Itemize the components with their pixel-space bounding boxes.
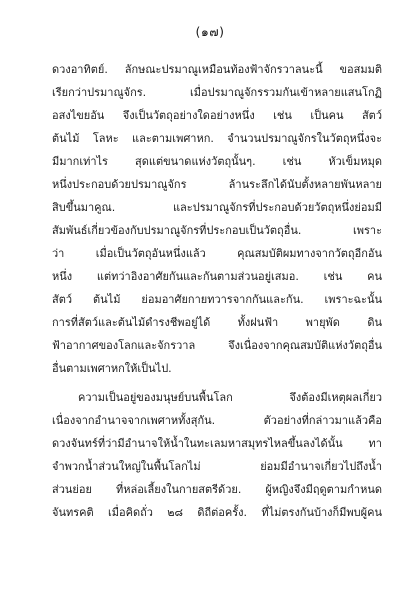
paragraph-2 (52, 386, 382, 524)
text-line: เรียกว่าปรมาณูจักร. เมื่อปรมาณูจักรรวมกันเข้าหลายแสนโกฏิ (52, 86, 382, 99)
text-line: ต้นไม้ โลหะ และตามเพศาหก. จำนวนปรมาณูจักรในวัตถุหนึ่งจะ (52, 132, 382, 145)
text-line: อื่นตามเพศาหกให้เป็นไป. (52, 362, 172, 375)
text-line: ความเป็นอยู่ของมนุษย์บนพื้นโลก จึงต้องมีเหตุผลเกี่ยว (78, 391, 382, 404)
text-line: ดวงจันทร์ที่ว่ามีอำนาจให้น้ำในทะเลมหาสมุทรไหลขึ้นลงได้นั้น ทา (52, 437, 382, 450)
text-line: สัตว์ ต้นไม้ ย่อมอาศัยกายทวารจากกันและกัน. เพราะฉะนั้น (52, 293, 382, 306)
text-line: อสงไขยอัน จึงเป็นวัตถุอย่างใดอย่างหนึ่ง เช่น เป็นคน สัตว์ (52, 109, 382, 122)
paragraph-1 (52, 58, 382, 380)
text-line: ดวงอาทิตย์. ลักษณะปรมาณูเหมือนท้องฟ้าจักรวาลนะนี้ ขอสมมติ (52, 63, 382, 76)
text-line: ว่า เมื่อเป็นวัตถุอันหนึ่งแล้ว คุณสมบัติผมทางจากวัตถุอีกอัน (52, 247, 382, 260)
text-line: สัมพันธ์เกี่ยวข้องกับปรมาณูจักรที่ประกอบเป็นวัตถุอื่น. เพราะ (52, 224, 382, 237)
text-line: หนึ่ง แต่ทว่าอิงอาศัยกันและกันตามส่วนอยู่เสมอ. เช่น คน (52, 270, 382, 283)
text-line: เนื่องจากอำนาจจากเพศาหทั้งสุกัน. ตัวอย่างที่กล่าวมาแล้วคือ (52, 414, 382, 427)
text-line: มีมากเท่าไร สุดแต่ขนาดแห่งวัตถุนั้นๆ. เช่น หัวเข็มหมุด (52, 155, 382, 168)
text-line: ฟ้าอากาศของโลกและจักรวาล จึงเนื่องจากคุณสมบัติแห่งวัตถุอื่น (52, 339, 382, 352)
page-number: (๑๗) (195, 24, 225, 39)
text-line: สิบขึ้นมาคูณ. และปรมาณูจักรที่ประกอบด้วยวัตถุหนึ่งย่อมมี (52, 201, 382, 214)
text-line: จำพวกน้ำส่วนใหญ่ในพื้นโลกไม่ ย่อมมีอำนาจเกี่ยวไปถึงน้ำ (52, 460, 382, 473)
text-line: ส่วนย่อย ที่หล่อเลี้ยงในกายสตรีด้วย. ผู้หญิงจึงมีฤดูตามกำหนด (52, 483, 382, 496)
text-line: จันทรคติ เมื่อคิดถั่ว ๒๘ ดิถีต่อครั้ง. ที่ไม่ตรงกันบ้างก็มีพบผู้คน (52, 506, 382, 519)
text-line: หนึ่งประกอบด้วยปรมาณูจักร ล้านระลึกได้นับตั้งหลายพันหลาย (52, 178, 382, 191)
text-line: การที่สัตว์และต้นไม้ดำรงชีพอยู่ได้ ทั้งฝนฟ้า พายุพัด ดิน (52, 316, 382, 329)
